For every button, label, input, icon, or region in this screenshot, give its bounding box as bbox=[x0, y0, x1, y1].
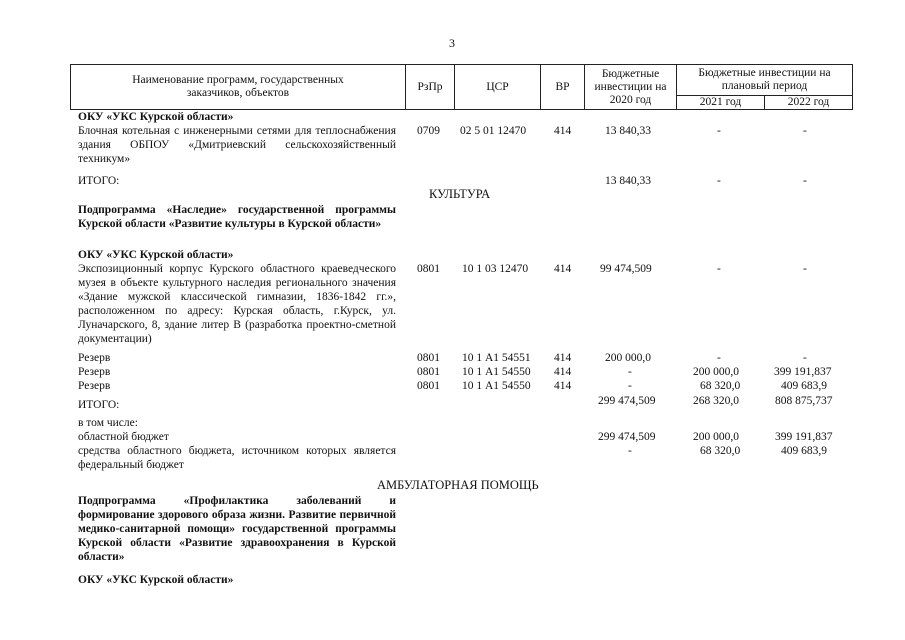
museum-v2021: - bbox=[717, 263, 721, 275]
total1-v2022: - bbox=[803, 175, 807, 187]
header-inv-plan-text: Бюджетные инвестиции на плановый период bbox=[698, 67, 831, 92]
boiler-v2022: - bbox=[803, 125, 807, 137]
section-heading-ambulatory: АМБУЛАТОРНАЯ ПОМОЩЬ bbox=[377, 478, 539, 492]
total-label: ИТОГО: bbox=[78, 175, 120, 187]
header-csr-text: ЦСР bbox=[486, 80, 509, 93]
regional-v2022: 399 191,837 bbox=[775, 431, 833, 443]
total1-v2020: 13 840,33 bbox=[605, 175, 651, 187]
header-name-col bbox=[70, 64, 406, 110]
total-label: ИТОГО: bbox=[78, 399, 120, 411]
header-y2021 bbox=[676, 95, 765, 110]
regional-budget-label: областной бюджет bbox=[78, 431, 169, 443]
reserve-v2021: 200 000,0 bbox=[693, 366, 739, 378]
total1-v2021: - bbox=[717, 175, 721, 187]
boiler-rzpr: 0709 bbox=[417, 125, 440, 137]
reserve-v2022: - bbox=[803, 352, 807, 364]
regional-v2021: 200 000,0 bbox=[693, 431, 739, 443]
reserve-v2022: 409 683,9 bbox=[781, 380, 827, 392]
boiler-csr: 02 5 01 12470 bbox=[460, 125, 527, 137]
header-y2022 bbox=[764, 95, 853, 110]
federal-source-label: средства областного бюджета, источником которых является федеральный бюджет bbox=[78, 445, 396, 471]
reserve-name: Резерв bbox=[78, 380, 111, 392]
reserve-csr: 10 1 А1 54551 bbox=[462, 352, 531, 364]
customer-label-3: ОКУ «УКС Курской области» bbox=[78, 574, 234, 586]
header-vr-text: ВР bbox=[555, 80, 570, 93]
reserve-vr: 414 bbox=[554, 352, 572, 364]
reserve-csr: 10 1 А1 54550 bbox=[462, 366, 531, 378]
reserve-v2020: - bbox=[628, 366, 632, 378]
subprogram-culture: Подпрограмма «Наследие» государственной программы Курской области «Развитие культуры в Курской области» bbox=[78, 204, 396, 230]
museum-vr: 414 bbox=[554, 263, 572, 275]
subprogram-ambulatory: Подпрограмма «Профилактика заболеваний и формирование здорового образа жизни. Развитие первичной медико-санитарной помощи» государственной программы Курской области «Развитие здравоохранения в Курской области» bbox=[78, 495, 396, 563]
boiler-vr: 414 bbox=[554, 125, 572, 137]
federal-v2021: 68 320,0 bbox=[700, 445, 741, 457]
header-inv-plan bbox=[676, 64, 853, 96]
total2-v2020: 299 474,509 bbox=[598, 395, 656, 407]
federal-v2022: 409 683,9 bbox=[781, 445, 827, 457]
header-inv2020-text: Бюджетные инвестиции на 2020 год bbox=[594, 67, 667, 106]
reserve-vr: 414 bbox=[554, 366, 572, 378]
header-csr bbox=[454, 64, 541, 110]
customer-label-2: ОКУ «УКС Курской области» bbox=[78, 249, 234, 261]
museum-name: Экспозиционный корпус Курского областного краеведческого музея в объекте культурного наследия регионального значения «Здание мужской классической гимназии, 1836-1842 гг.», расположенном по адресу: Курская область, г.Курск, ул. Луначарского, 8, здание литер В (разработка проектно-сметной документации) bbox=[78, 263, 396, 345]
boiler-v2021: - bbox=[717, 125, 721, 137]
regional-v2020: 299 474,509 bbox=[598, 431, 656, 443]
section-heading-culture: КУЛЬТУРА bbox=[429, 187, 491, 201]
reserve-name: Резерв bbox=[78, 352, 111, 364]
reserve-v2020: - bbox=[628, 380, 632, 392]
total2-v2022: 808 875,737 bbox=[775, 395, 833, 407]
page-number: 3 bbox=[449, 36, 455, 50]
reserve-csr: 10 1 А1 54550 bbox=[462, 380, 531, 392]
reserve-name: Резерв bbox=[78, 366, 111, 378]
including-label: в том числе: bbox=[78, 417, 138, 429]
reserve-v2022: 399 191,837 bbox=[774, 366, 832, 378]
reserve-rzpr: 0801 bbox=[417, 366, 440, 378]
header-vr bbox=[540, 64, 585, 110]
reserve-v2021: - bbox=[717, 352, 721, 364]
header-rzpr-text: РзПр bbox=[417, 80, 443, 93]
museum-rzpr: 0801 bbox=[417, 263, 440, 275]
reserve-rzpr: 0801 bbox=[417, 352, 440, 364]
customer-label: ОКУ «УКС Курской области» bbox=[78, 111, 234, 123]
boiler-v2020: 13 840,33 bbox=[605, 125, 651, 137]
total2-v2021: 268 320,0 bbox=[693, 395, 739, 407]
museum-v2022: - bbox=[803, 263, 807, 275]
museum-csr: 10 1 03 12470 bbox=[462, 263, 529, 275]
header-inv2020 bbox=[584, 64, 677, 110]
header-y2022-text: 2022 год bbox=[787, 96, 830, 108]
header-y2021-text: 2021 год bbox=[699, 96, 742, 108]
header-name-text: Наименование программ, государственных заказчиков, объектов bbox=[132, 74, 344, 99]
reserve-rzpr: 0801 bbox=[417, 380, 440, 392]
reserve-v2021: 68 320,0 bbox=[700, 380, 741, 392]
reserve-vr: 414 bbox=[554, 380, 572, 392]
reserve-v2020: 200 000,0 bbox=[605, 352, 651, 364]
header-rzpr bbox=[405, 64, 455, 110]
federal-v2020: - bbox=[628, 445, 632, 457]
boiler-name: Блочная котельная с инженерными сетями для теплоснабжения здания ОБПОУ «Дмитриевский сельскохозяйственный техникум» bbox=[78, 125, 396, 165]
museum-v2020: 99 474,509 bbox=[600, 263, 652, 275]
